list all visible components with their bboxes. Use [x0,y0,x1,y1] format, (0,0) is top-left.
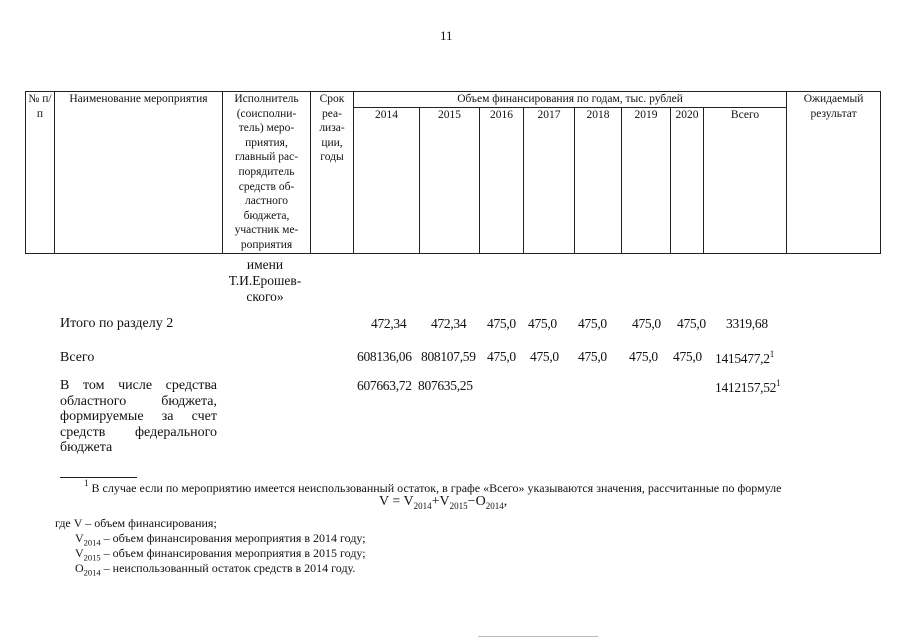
cell-value: 472,34 [371,316,407,331]
total-value: 1412157,52 [715,380,777,395]
header-funding: Объем финансирования по годам, тыс. рублей [354,92,787,108]
continuation-line: имени [246,257,284,272]
def-symbol: O [75,561,84,575]
total-value: 3319,68 [726,316,768,331]
label-line: средств федерального [60,424,217,440]
scan-edge-line [478,636,598,637]
formula-symbol: O [475,494,486,509]
header-term: Срок реа-лиза-ции, годы [311,92,354,254]
header-name: Наименование мероприятия [55,92,223,254]
header-result: Ожидаемый результат [787,92,881,254]
formula-subscript: 2015 [449,500,468,511]
cell-value: 475,0 [578,349,607,364]
def-text: – неиспользованный остаток средств в 2014 году. [100,561,356,575]
cell-total [715,349,774,367]
cell-value: 608136,06 [357,349,412,364]
def-subscript: 2014 [83,567,101,578]
executor-continuation [215,257,315,305]
footnote-def-v2015 [75,546,366,562]
cell-value: 475,0 [673,349,702,364]
cell-value: 475,0 [487,316,516,331]
continuation-line: ского» [246,289,284,304]
cell-value: 475,0 [632,316,661,331]
label-line: формируемые за счет [60,409,217,424]
cell-value: 808107,59 [421,349,476,364]
header-year: 2017 [524,107,575,253]
header-executor: Исполнитель (соисполни-тель) меро-приятия, главный рас-порядитель средств об-ластного бюджета, участник ме-роприятия [223,92,311,254]
cell-value: 475,0 [629,349,658,364]
footnote-def-o2014 [75,561,355,577]
cell-value: 472,34 [431,316,467,331]
header-year: 2016 [480,107,524,253]
def-text: – объем финансирования мероприятия в 2015 году; [100,546,366,560]
cell-value: 475,0 [530,349,559,364]
label-line: В том числе средства [60,378,217,393]
cell-total [715,378,780,396]
header-total: Всего [704,107,787,253]
cell-value: 475,0 [487,349,516,364]
cell-value: 475,0 [677,316,706,331]
formula-subscript: 2014 [413,500,432,511]
formula-symbol: = [392,494,401,509]
continuation-line: Т.И.Ерошев- [228,273,302,288]
footnote-ref: 1 [769,349,774,359]
cell-value: 475,0 [578,316,607,331]
def-text: – объем финансирования мероприятия в 2014 году; [100,531,366,545]
formula-symbol: , [503,494,508,509]
def-subscript: 2015 [83,552,101,563]
footnote-mark: 1 [84,478,89,488]
cell-value: 475,0 [528,316,557,331]
formula-symbol: V [403,494,414,509]
header-number: № п/п [26,92,55,254]
row-label-grand-total: Всего [60,350,95,365]
header-year: 2014 [354,107,420,253]
page-number: 11 [440,28,453,43]
label-line: бюджета [60,440,113,455]
formula [379,494,507,511]
header-year: 2020 [671,107,704,253]
formula-subscript: 2014 [485,500,504,511]
cell-value: 807635,25 [418,378,473,393]
cell-total [726,316,768,332]
label-line: областного бюджета, [60,393,217,409]
formula-symbol: − [467,494,476,509]
row-label-regional-budget [60,378,217,456]
footnote-def-v2014 [75,531,366,547]
def-symbol: V [75,546,84,560]
footnote-where: где V – объем финансирования; [55,516,217,530]
header-year: 2015 [420,107,480,253]
row-label-section-total: Итого по разделу 2 [60,316,174,331]
cell-value: 607663,72 [357,378,412,393]
header-year: 2019 [622,107,671,253]
def-subscript: 2014 [83,537,101,548]
funding-table-header [25,91,881,254]
footnote-body: В случае если по мероприятию имеется неиспользованный остаток, в графе «Всего» указываются значения, рассчитанные по формуле [91,481,782,495]
formula-symbol: V [379,494,389,509]
formula-symbol: + [431,494,440,509]
def-symbol: V [75,531,84,545]
total-value: 1415477,2 [715,351,770,366]
footnote-ref: 1 [776,378,781,388]
formula-symbol: V [439,494,450,509]
header-year: 2018 [575,107,622,253]
